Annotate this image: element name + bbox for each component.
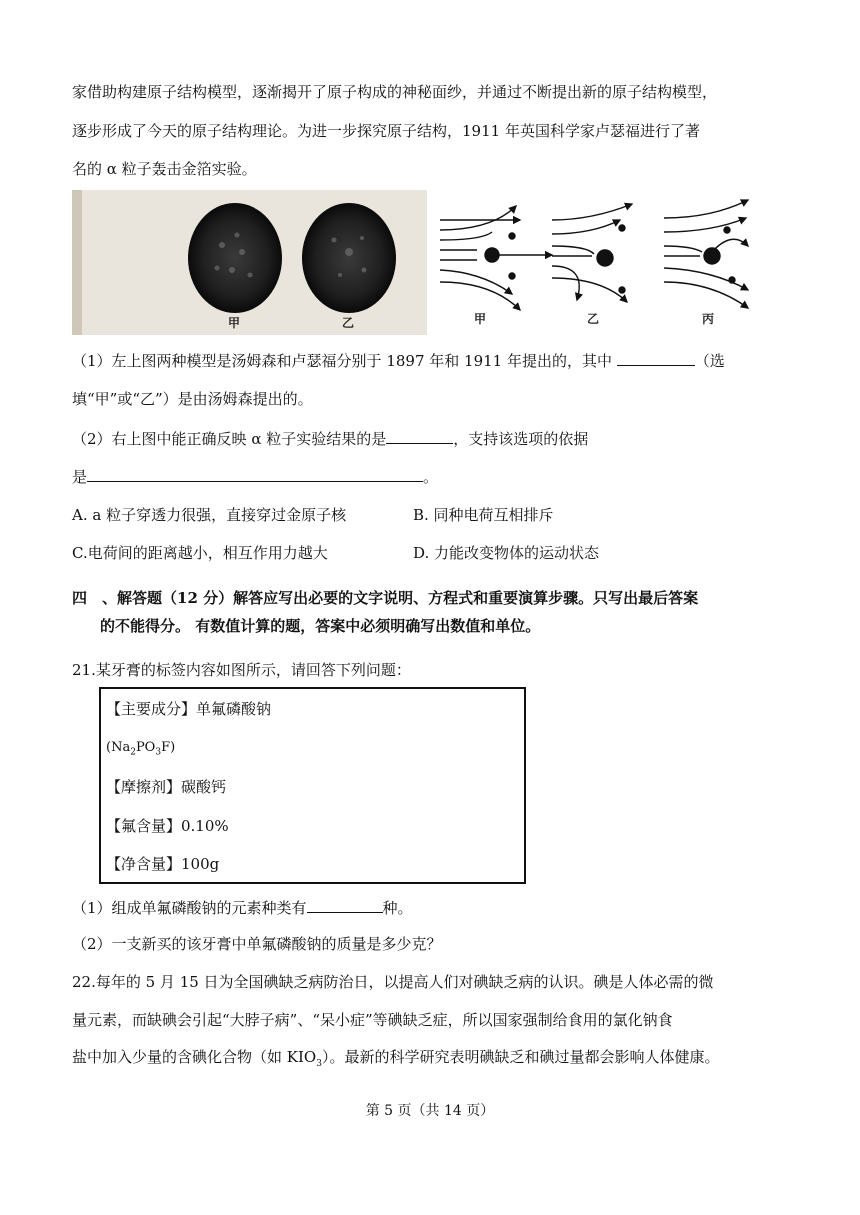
- thomson-model-sphere: [188, 203, 282, 313]
- formula-part-b: PO: [135, 740, 156, 755]
- q20-part2-line1: [72, 428, 790, 449]
- q20-part1-line1: [72, 350, 790, 371]
- q20-part2-line2-start: 是: [72, 468, 88, 486]
- formula-sub-1: 2: [130, 747, 136, 758]
- intro-line-3: 名的 α 粒子轰击金箔实验。: [72, 160, 257, 178]
- q20-part2-line2-end: 。: [423, 468, 439, 486]
- q21-part1: [72, 897, 790, 918]
- formula-part-a: (Na: [106, 740, 131, 755]
- q22-line3-text: 盐中加入少量的含碘化合物（如 KIO: [72, 1048, 317, 1066]
- scatter-diagram-jia: [440, 206, 552, 310]
- q20-option-a: A. a 粒子穿透力很强，直接穿过金原子核: [72, 506, 347, 524]
- q21-stem: 21.某牙膏的标签内容如图所示，请回答下列问题：: [72, 661, 411, 679]
- intro-line-2: 逐步形成了今天的原子结构理论。为进一步探究原子结构，1911 年英国科学家卢瑟福进行了著: [72, 122, 700, 140]
- q21-part1-text: （1）组成单氟磷酸钠的元素种类有: [72, 899, 307, 917]
- page-footer: 第 5 页（共 14 页）: [365, 1103, 495, 1119]
- q20-option-d: D. 力能改变物体的运动状态: [413, 544, 600, 562]
- figure-left-label-yi: 乙: [342, 316, 355, 330]
- figure-drawing: [72, 190, 762, 335]
- figure-right-label-jia: 甲: [474, 312, 487, 326]
- label-net-content: 【净含量】100g: [106, 855, 220, 873]
- q22-line3: [72, 1047, 790, 1074]
- q20-part2-line2: [72, 466, 790, 487]
- q20-part2-text: （2）右上图中能正确反映 α 粒子实验结果的是: [72, 430, 387, 448]
- scatter-diagram-yi: [552, 204, 632, 302]
- q20-part1-text-end: （选: [694, 352, 725, 370]
- rutherford-model-sphere: [302, 203, 396, 313]
- q20-part1-line2: 填“甲”或“乙”）是由汤姆森提出的。: [72, 390, 313, 408]
- q22-line3-text-end: ）。最新的科学研究表明碘缺乏和碘过量都会影响人体健康。: [321, 1048, 720, 1066]
- q20-part2-blank-reason[interactable]: [87, 466, 423, 482]
- q20-option-c: C.电荷间的距离越小，相互作用力越大: [72, 544, 328, 562]
- q21-part1-text-end: 种。: [382, 899, 413, 917]
- toothpaste-label-box: [99, 687, 526, 884]
- q22-line1: 22.每年的 5 月 15 日为全国碘缺乏病防治日，以提高人们对碘缺乏病的认识。碘是人体必需的微: [72, 973, 714, 991]
- formula-sub-2: 3: [155, 747, 162, 758]
- section4-heading-line1: 四 、解答题（12 分）解答应写出必要的文字说明、方程式和重要演算步骤。只写出最后答案: [72, 589, 699, 607]
- formula-part-c: F): [161, 740, 176, 755]
- figure-left-label-jia: 甲: [228, 316, 241, 330]
- label-formula: [106, 738, 175, 763]
- section4-heading-line2: 的不能得分。 有数值计算的题，答案中必须明确写出数值和单位。: [100, 617, 541, 635]
- atom-model-figure: [72, 190, 762, 335]
- scatter-diagram-bing: [664, 200, 748, 308]
- intro-line-1: 家借助构建原子结构模型，逐渐揭开了原子构成的神秘面纱，并通过不断提出新的原子结构模型，: [72, 83, 718, 101]
- figure-right-label-yi: 乙: [587, 312, 600, 326]
- q21-part1-blank[interactable]: [307, 897, 383, 913]
- q20-part1-text: （1）左上图两种模型是汤姆森和卢瑟福分别于 1897 年和 1911 年提出的，其中: [72, 352, 617, 370]
- q22-line3-sub: 3: [316, 1059, 322, 1069]
- q20-option-b: B. 同种电荷互相排斥: [413, 506, 554, 524]
- figure-right-label-bing: 丙: [702, 312, 715, 326]
- q22-line2: 量元素，而缺碘会引起“大脖子病”、“呆小症”等碘缺乏症，所以国家强制给食用的氯化钠食: [72, 1011, 673, 1029]
- label-fluorine: 【氟含量】0.10%: [106, 817, 229, 835]
- label-abrasive: 【摩擦剂】碳酸钙: [106, 778, 227, 796]
- q20-part1-blank[interactable]: [617, 350, 695, 366]
- q20-part2-blank-choice[interactable]: [386, 428, 453, 444]
- label-main-ingredient: 【主要成分】单氟磷酸钠: [106, 700, 272, 718]
- q21-part2: （2）一支新买的该牙膏中单氟磷酸钠的质量是多少克？: [72, 935, 442, 953]
- q20-part2-text-end: ，支持该选项的依据: [453, 430, 589, 448]
